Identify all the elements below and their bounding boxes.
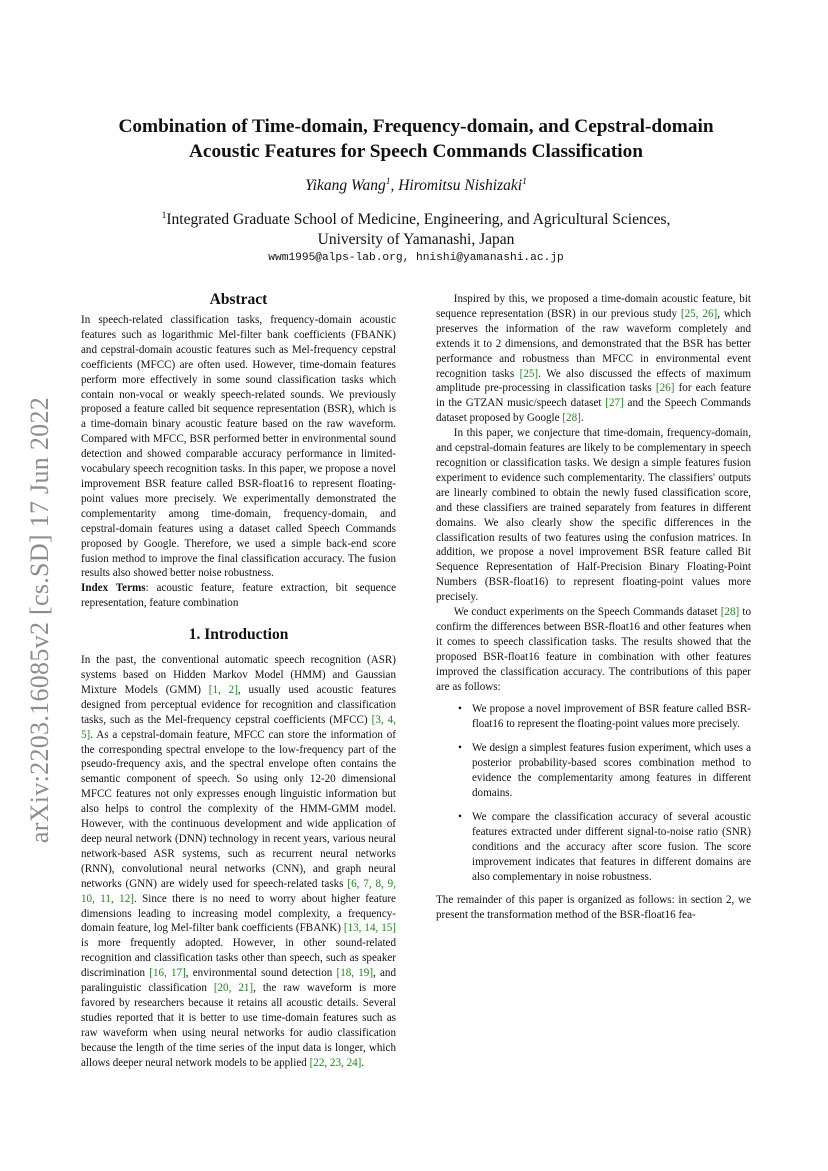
introduction-heading: 1. Introduction <box>188 626 289 644</box>
author-list <box>80 177 752 195</box>
paragraph-text: , environmental sound detection <box>185 967 337 980</box>
abstract-text: In speech-related classification tasks, frequency-domain acoustic features such as logarithmic Mel-filter bank coefficients (FBANK) and cepstral-domain acoustic features such as Mel-frequency cepstral coefficients (MFCC) are often used. However, time-domain features perform more effectively in some sound classification tasks which contain non-vocal or weakly speech-related sounds. We previously proposed a feature called bit sequence representation (BSR), which is a time-domain binary acoustic feature based on the raw waveform. Compared with MFCC, BSR performed better in environmental sound detection and showed comparable accuracy performance in limited-vocabulary speech recognition tasks. In this paper, we propose a novel improvement BSR feature called BSR-float16 to represent floating-point values more precisely. We experimentally demonstrated the complementarity among time-domain, frequency-domain, and cepstral-domain features using a dataset called Speech Commands proposed by Google. Therefore, we used a simple back-end score fusion method to improve the final classification accuracy. The fusion results also showed better noise robustness. <box>81 314 396 580</box>
paragraph-text: . <box>361 1056 365 1069</box>
paragraph-text: , which preserves the information of the raw waveform completely and extends it to 2 dimensions, and demonstrated that the BSR has better performance and robustness than MFCC in environmental event recognition tasks <box>436 307 751 380</box>
paragraph-text: . <box>580 412 584 425</box>
index-terms <box>81 581 396 611</box>
paragraph-text: . We also discussed the effects of maximum amplitude pre-processing in classification tasks <box>436 367 751 395</box>
intro-paragraph-4 <box>436 605 751 694</box>
paragraph-text: to confirm the differences between BSR-float16 and other features when it comes to speech classification tasks. The results showed that the proposed BSR-float16 feature in combination with other features improved the classification accuracy. The contributions of this paper are as follows: <box>436 606 751 693</box>
paragraph-text: The remainder of this paper is organized as follows: in section 2, we present the transformation method of the BSR-float16 fea- <box>436 894 751 922</box>
intro-paragraph-1 <box>81 653 396 1070</box>
citation-link[interactable]: [27] <box>605 397 624 410</box>
contribution-item: • We design a simplest features fusion experiment, which uses a posterior probability-based scores combination method to evidence the complementarity among features in different domains. <box>456 741 751 801</box>
affiliation-line-1: Integrated Graduate School of Medicine, Engineering, and Agricultural Sciences, <box>166 211 671 228</box>
citation-link[interactable]: [26] <box>655 382 675 395</box>
title-line-2: Acoustic Features for Speech Commands Classification <box>189 141 643 162</box>
author-2: Hiromitsu Nishizaki <box>398 177 523 194</box>
affiliation-marker: 1 <box>161 210 167 221</box>
citation-link[interactable]: [18, 19] <box>336 967 374 980</box>
arxiv-stamp: arXiv:2203.16085v2 [cs.SD] 17 Jun 2022 <box>25 396 54 844</box>
contribution-item: • We propose a novel improvement of BSR feature called BSR-float16 to represent the floating-point values more precisely. <box>456 702 751 732</box>
left-column <box>81 290 396 1071</box>
paragraph-text: , usually used acoustic features designed from perceptual evidence for recognition and classification tasks, such as the Mel-frequency cepstral coefficients (MFCC) <box>81 683 396 726</box>
paragraph-text: and the Speech Commands dataset proposed by Google <box>436 397 752 425</box>
paragraph-text: Inspired by this, we proposed a time-domain acoustic feature, bit sequence representation (BSR) in our previous study <box>436 293 751 320</box>
paragraph-text: . As a cepstral-domain feature, MFCC can store the information of the corresponding spectral envelope to the low-frequency part of the pseudo-frequency axis, and the spectral envelope often contains the semantic component of speech. So using only 12-20 dimensional MFCC features not only expresses enough linguistic information but also helps to control the complexity of the HMM-GMM model. However, with the continuous development and wide application of deep neural network (DNN) technology in recent years, various neural network-based ASR systems, such as recurrent neural networks (RNN), convolutional neural networks (CNN), and graph neural networks (GNN) are widely used for speech-related tasks <box>81 728 396 890</box>
paragraph-text: We conduct experiments on the Speech Commands dataset <box>453 606 721 619</box>
citation-link[interactable]: [20, 21] <box>213 982 254 995</box>
citation-link[interactable]: [25, 26] <box>680 307 718 320</box>
paragraph-text: , the raw waveform is more favored by researchers because it retains all acoustic details. Several studies reported that it is better to use time-domain features such as raw waveform when using neural networks for audio classification because the length of the time series of the input data is longer, which allows deeper neural network models to be applied <box>81 982 396 1069</box>
citation-link[interactable]: [28] <box>562 412 581 425</box>
author-2-affil: 1 <box>522 176 527 187</box>
affiliation <box>80 210 752 250</box>
author-emails: wwm1995@alps-lab.org, hnishi@yamanashi.ac.jp <box>268 252 564 264</box>
paragraph-text: , and paralinguistic classification <box>81 967 396 995</box>
paragraph-text: In the past, the conventional automatic speech recognition (ASR) systems based on Hidden Markov Model (HMM) and Gaussian Mixture Models (GMM) <box>81 654 396 696</box>
paper-title <box>80 114 752 164</box>
contribution-list <box>436 702 751 884</box>
paragraph-text: In this paper, we conjecture that time-domain, frequency-domain, and cepstral-domain features are likely to be complementary in speech recognition or classification tasks. We design a simple features fusion experiment to evidence such complementarity. The classifiers' outputs are linearly combined to obtain the newly fused classification score, and these classifiers are trained separately from features in different domains. We also clearly show the specific differences in the classification results of two features using the confusion matrices. In addition, we propose a novel improvement BSR feature called Bit Sequence Representation of Half-Precision Binary Floating-Point Numbers (BSR-float16) to represent floating-point values more precisely. <box>436 427 751 604</box>
author-separator: , <box>390 177 399 194</box>
citation-link[interactable]: [25] <box>519 367 539 380</box>
citation-link[interactable]: [6, 7, 8, 9, 10, 11, 12] <box>81 877 397 905</box>
index-terms-label: Index Terms <box>81 582 146 595</box>
abstract-heading: Abstract <box>209 291 268 308</box>
citation-link[interactable]: [28] <box>720 606 740 619</box>
intro-paragraph-2 <box>436 292 751 426</box>
paragraph-text: . Since there is no need to worry about higher feature dimensions leading to increasing model complexity, a frequency-domain feature, log Mel-filter bank coefficients (FBANK) <box>81 892 396 935</box>
citation-link[interactable]: [22, 23, 24] <box>309 1056 362 1069</box>
author-1: Yikang Wang <box>305 177 386 194</box>
affiliation-line-2: University of Yamanashi, Japan <box>317 231 515 248</box>
index-terms-text: : acoustic feature, feature extraction, bit sequence representation, feature combination <box>81 582 396 610</box>
paragraph-text: is more frequently adopted. However, in other sound-related recognition and classification tasks other than speech, such as speaker discrimination <box>81 937 396 980</box>
citation-link[interactable]: [16, 17] <box>149 967 186 980</box>
title-line-1: Combination of Time-domain, Frequency-domain, and Cepstral-domain <box>118 116 714 137</box>
citation-link[interactable]: [13, 14, 15] <box>343 922 397 935</box>
right-column <box>436 292 751 923</box>
intro-paragraph-5 <box>436 893 751 923</box>
intro-paragraph-3 <box>436 426 751 605</box>
author-1-affil: 1 <box>385 176 391 187</box>
paragraph-text: for each feature in the GTZAN music/speech dataset <box>436 382 751 410</box>
citation-link[interactable]: [1, 2] <box>208 683 238 696</box>
citation-link[interactable]: [3, 4, 5] <box>81 713 397 741</box>
contribution-item: • We compare the classification accuracy of several acoustic features extracted under different signal-to-noise ratio (SNR) conditions and the accuracy after score fusion. The score improvement indicates that features in different domains are also complementary in noise robustness. <box>456 810 751 885</box>
